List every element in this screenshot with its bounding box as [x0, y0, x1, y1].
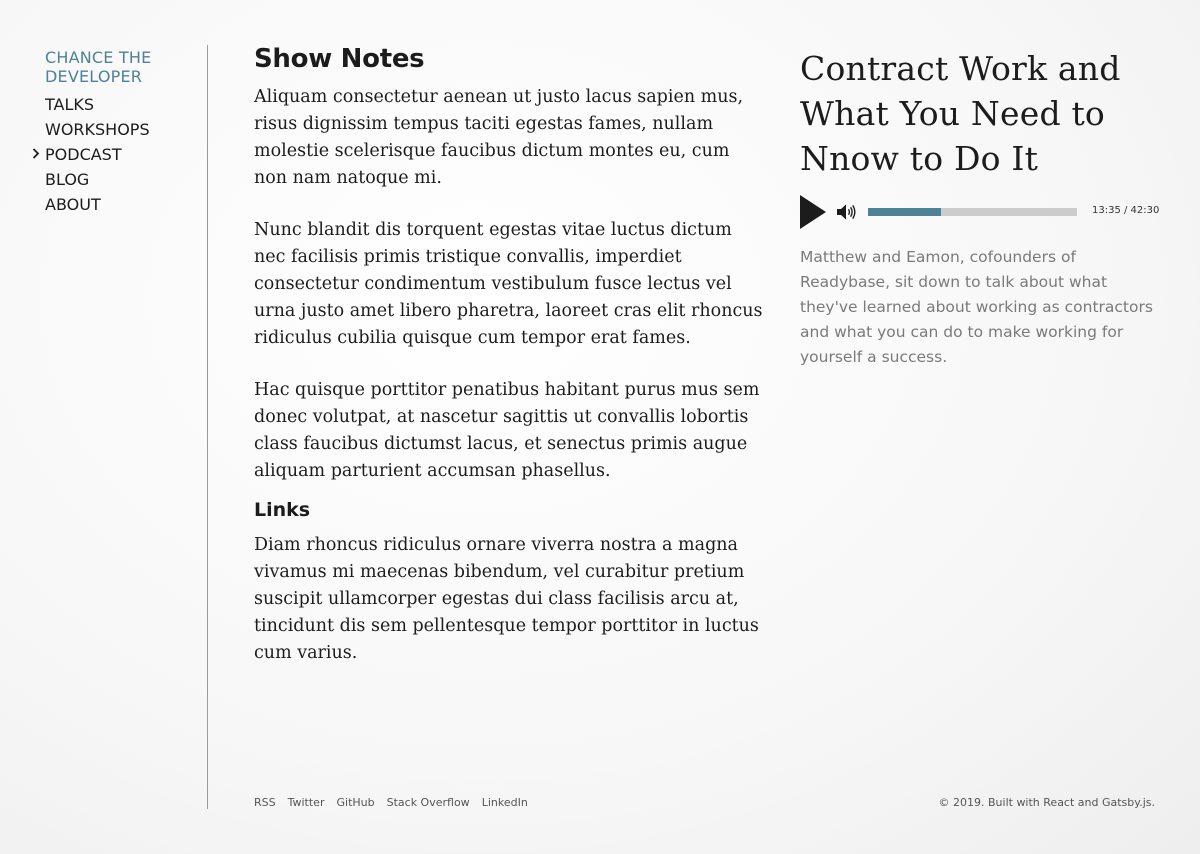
nav-item-talks[interactable] — [45, 92, 195, 117]
nav-list — [45, 92, 195, 217]
play-icon[interactable] — [800, 195, 826, 229]
time-display: 13:35 / 42:30 — [1092, 205, 1160, 216]
nav-item-label: TALKS — [45, 95, 95, 114]
show-notes-paragraph: Aliquam consectetur aenean ut justo lacus sapien mus, risus dignissim tempus taciti egestas fames, nullam molestie scelerisque faucibus dictum montes eu, cum non nam natoque mi. — [254, 87, 744, 188]
footer-link-stack-overflow[interactable]: Stack Overflow — [386, 796, 470, 809]
episode-title: Contract Work and What You Need to Nnow to Do It — [800, 49, 1121, 178]
volume-icon[interactable] — [836, 203, 857, 221]
nav-item-blog[interactable] — [45, 167, 195, 192]
show-notes-paragraph: Hac quisque porttitor penatibus habitant purus mus sem donec volutpat, at nascetur sagittis ut convallis lobortis class faucibus dictumst lacus, et senectus primis augue aliquam parturient accumsan phasellus. — [254, 380, 760, 481]
copyright-text: © 2019. Built with React and Gatsby.js. — [938, 796, 1155, 809]
nav-item-label: PODCAST — [45, 145, 122, 164]
episode-description: Matthew and Eamon, cofounders of Readybase, sit down to talk about what they've learned about working as contractors and what you can do to make working for yourself a success. — [800, 248, 1153, 366]
progress-bar[interactable] — [868, 208, 1077, 216]
footer-link-github[interactable]: GitHub — [336, 796, 375, 809]
sidebar — [45, 48, 195, 217]
nav-item-label: BLOG — [45, 170, 90, 189]
nav-item-label: WORKSHOPS — [45, 120, 150, 139]
show-notes-section — [254, 44, 764, 667]
nav-item-label: ABOUT — [45, 195, 101, 214]
sidebar-divider — [207, 45, 208, 809]
footer-link-twitter[interactable]: Twitter — [287, 796, 325, 809]
nav-item-workshops[interactable] — [45, 117, 195, 142]
links-heading: Links — [254, 499, 311, 521]
progress-fill — [868, 208, 941, 216]
audio-player — [800, 195, 1160, 231]
nav-item-about[interactable] — [45, 192, 195, 217]
show-notes-paragraph: Nunc blandit dis torquent egestas vitae luctus dictum nec facilisis primis tristique convallis, imperdiet consectetur condimentum vestibulum fusce lectus vel urna justo amet libero pharetra, laoreet cras elit rhoncus ridiculus cubilia quisque cum tempor erat fames. — [254, 220, 763, 348]
episode-panel — [800, 46, 1160, 370]
nav-item-podcast[interactable] — [45, 142, 195, 167]
site-brand-link[interactable]: CHANCE THE DEVELOPER — [45, 48, 152, 86]
footer-link-linkedin[interactable]: LinkedIn — [481, 796, 528, 809]
footer-links — [254, 796, 528, 809]
footer-link-rss[interactable]: RSS — [254, 796, 276, 809]
links-paragraph: Diam rhoncus ridiculus ornare viverra nostra a magna vivamus mi maecenas bibendum, vel curabitur pretium suscipit ullamcorper egestas dui class facilisis arcu at, tincidunt dis sem pellentesque tempor porttitor in luctus cum varius. — [254, 535, 759, 663]
chevron-right-icon — [32, 142, 40, 167]
show-notes-heading: Show Notes — [254, 44, 425, 74]
